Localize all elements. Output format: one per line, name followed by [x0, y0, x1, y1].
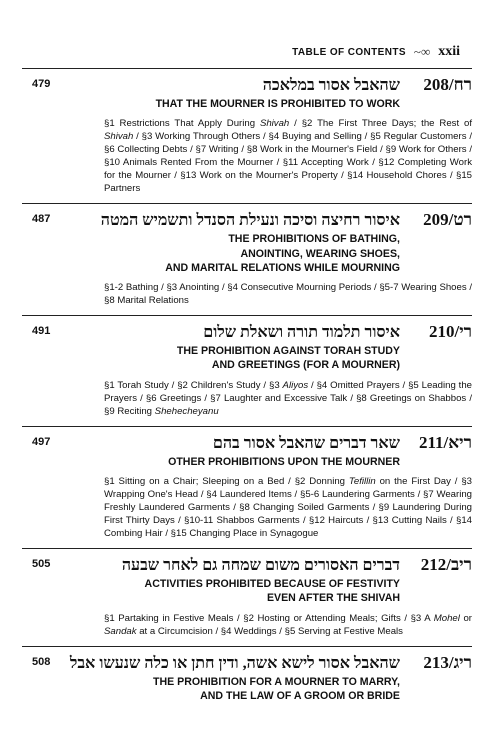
chapter-number: רי/210: [428, 322, 472, 342]
section-list: §1-2 Bathing / §3 Anointing / §4 Consecutive Mourning Periods / §5-7 Wearing Shoes / §8 Marital Relations: [104, 282, 472, 307]
chapter-number: רח/208: [423, 75, 472, 94]
toc-entry[interactable]: [22, 548, 472, 646]
english-title-line: THE PROHIBITION FOR A MOURNER TO MARRY,: [153, 675, 400, 688]
entry-heading-row: [22, 433, 472, 453]
entry-page-number: 491: [32, 325, 51, 338]
entry-heading-row: [22, 322, 472, 342]
english-title-line: AND MARITAL RELATIONS WHILE MOURNING: [165, 261, 400, 274]
entry-page-number: 505: [32, 558, 51, 571]
toc-entries: [22, 68, 472, 711]
chapter-number: ריג/213: [423, 652, 472, 672]
toc-entry[interactable]: [22, 203, 472, 315]
header-title: TABLE OF CONTENTS: [292, 46, 406, 58]
english-title: [22, 455, 400, 469]
hebrew-title: דברים האסורים משום שמחה גם לאחר שבעה: [121, 557, 400, 575]
english-title: [22, 675, 400, 704]
entry-heading-row: [22, 555, 472, 575]
english-title-line: OTHER PROHIBITIONS UPON THE MOURNER: [168, 455, 400, 468]
english-title: [22, 577, 400, 606]
english-title-line: ANOINTING, WEARING SHOES,: [240, 247, 400, 260]
english-title-line: ACTIVITIES PROHIBITED BECAUSE OF FESTIVITY: [144, 578, 400, 591]
english-title: [22, 344, 400, 373]
english-title-line: AND GREETINGS (FOR A MOURNER): [211, 359, 400, 372]
header-page-number: xxii: [438, 44, 460, 59]
entry-page-number: 497: [32, 435, 51, 448]
english-title: [22, 97, 400, 111]
english-title: [22, 232, 400, 275]
english-title-line: EVEN AFTER THE SHIVAH: [266, 592, 400, 605]
hebrew-title: איסור תלמוד תורה ושאלת שלום: [203, 324, 400, 342]
english-title-line: THE PROHIBITION AGAINST TORAH STUDY: [176, 345, 400, 358]
hebrew-title: שאר דברים שהאבל אסור בהם: [212, 434, 400, 452]
entry-heading-row: [22, 75, 472, 95]
entry-heading-row: [22, 210, 472, 230]
section-list: §1 Partaking in Festive Meals / §2 Hosting or Attending Meals; Gifts / §3 A Mohel or Sandak at a Circumcision / §4 Weddings / §5 Serving at Festive Meals: [104, 612, 472, 637]
entry-page-number: 487: [32, 213, 51, 226]
toc-entry[interactable]: [22, 315, 472, 426]
section-list: §1 Torah Study / §2 Children's Study / §3 Aliyos / §4 Omitted Prayers / §5 Leading the Prayers / §6 Greetings / §7 Laughter and Excessive Talk / §8 Greetings on Shabbos / §9 Reciting Shehecheyanu: [104, 379, 472, 417]
section-list: §1 Restrictions That Apply During Shivah / §2 The First Three Days; the Rest of Shivah / §3 Working Through Others / §4 Buying and Selling / §5 Regular Customers / §6 Collecting Debts / §7 Writing / §8 Work in the Mourner's Field / §9 Work for Others / §10 Animals Rented From the Mourner / §11 Accepting Work / §12 Completing Work for the Mourner / §13 Work on the Mourner's Property / §14 Household Chores / §15 Partners: [104, 118, 472, 195]
entry-heading-row: [22, 653, 472, 673]
chapter-number: ריב/212: [420, 555, 472, 575]
toc-entry[interactable]: [22, 646, 472, 712]
toc-entry[interactable]: [22, 426, 472, 548]
hebrew-title: שהאבל אסור לישא אשה, ודין חתן או כלה שנעשו אבל: [69, 654, 400, 672]
section-list: §1 Sitting on a Chair; Sleeping on a Bed / §2 Donning Tefillin on the First Day / §3 Wrapping One's Head / §4 Laundered Items / §5-6 Laundering Garments / §7 Wearing Freshly Laundered Garments / §8 Changing Soiled Garments / §9 Laundering During First Thirty Days / §10-11 Shabbos Garments / §12 Haircuts / §13 Cutting Nails / §14 Combing Hair / §15 Changing Place in Synagogue: [104, 476, 472, 540]
running-header: [292, 44, 460, 60]
chapter-number: ריא/211: [418, 432, 472, 452]
entry-page-number: 479: [32, 78, 51, 90]
toc-entry[interactable]: [22, 68, 472, 203]
ornament-icon: ~∞: [413, 44, 431, 59]
english-title-line: THE PROHIBITIONS OF BATHING,: [228, 233, 400, 246]
chapter-number: רט/209: [423, 210, 472, 230]
entry-page-number: 508: [32, 655, 51, 668]
hebrew-title: שהאבל אסור במלאכה: [262, 77, 400, 94]
english-title-line: THAT THE MOURNER IS PROHIBITED TO WORK: [155, 98, 400, 110]
english-title-line: AND THE LAW OF A GROOM OR BRIDE: [200, 689, 400, 702]
hebrew-title: איסור רחיצה וסיכה ונעילת הסנדל ותשמיש המטה: [100, 212, 400, 230]
